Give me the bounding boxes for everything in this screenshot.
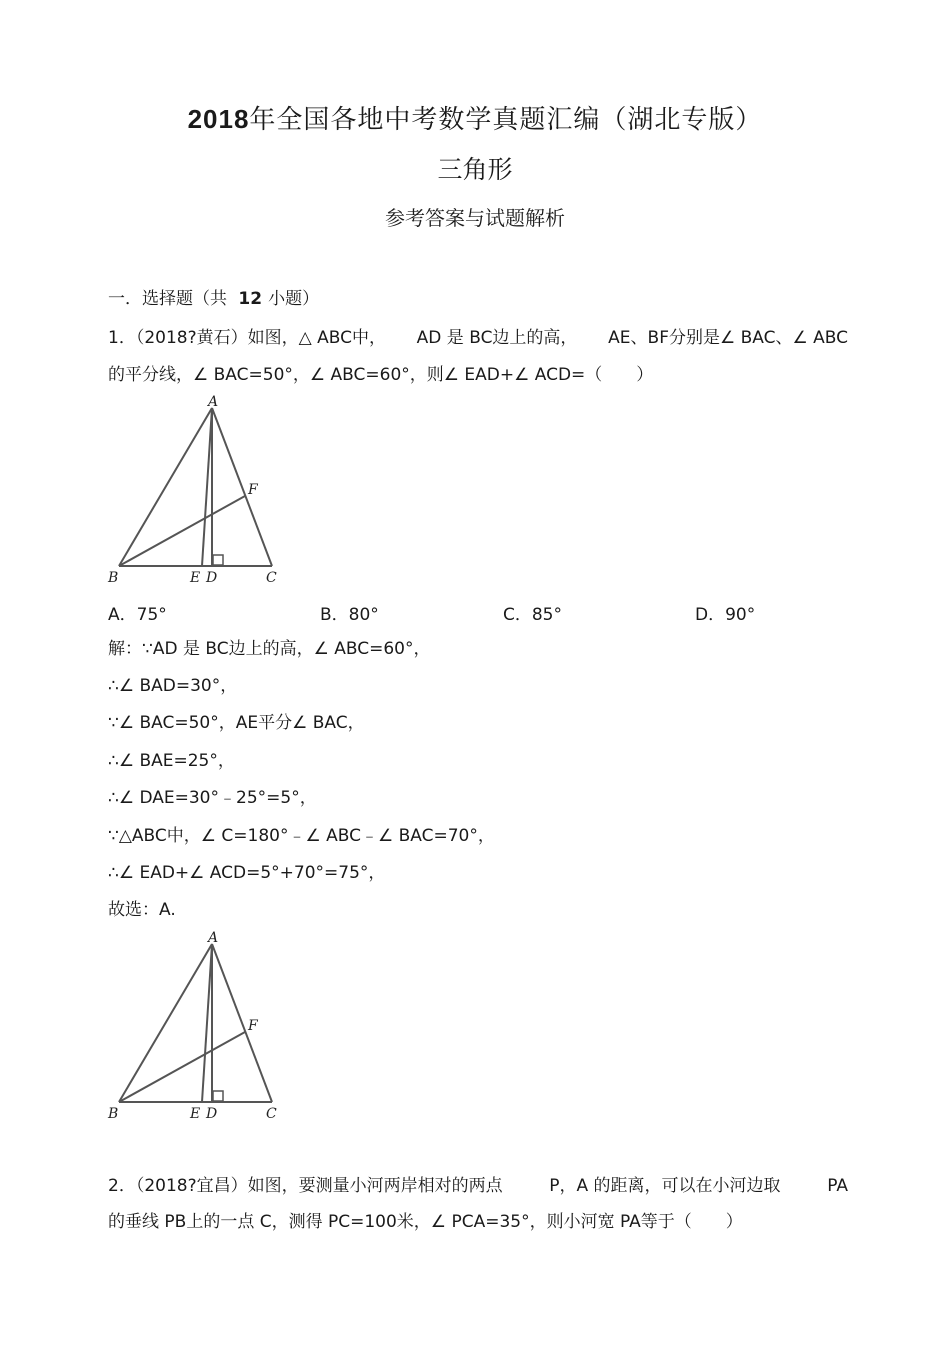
answer-header: 参考答案与试题解析	[385, 206, 565, 230]
side-ac	[212, 944, 272, 1102]
segment-ae	[202, 944, 212, 1102]
document-title: 2018年全国各地中考数学真题汇编（湖北专版）	[187, 104, 763, 135]
document-subtitle: 三角形	[437, 155, 513, 184]
label-c: C	[266, 1106, 277, 1122]
side-ac	[212, 408, 272, 566]
q1-figure	[100, 392, 290, 588]
q2-stem-line2: 的垂线 PB上的一点 C，测得 PC=100米，∠ PCA=35°，则小河宽 PA等于（ ）	[108, 1212, 743, 1232]
label-f: F	[248, 482, 258, 498]
q1-stem-line1: 1．（2018?黄石）如图，△ ABC中， AD 是 BC边上的高， AE、BF分别是∠ BAC、∠ ABC	[108, 328, 848, 348]
q2-stem-line1: 2．（2018?宜昌）如图，要测量小河两岸相对的两点 P，A 的距离，可以在小河边取 PA	[108, 1176, 848, 1196]
q1-solution-line: ∵△ABC中，∠ C=180°﹣∠ ABC﹣∠ BAC=70°，	[108, 826, 495, 846]
q1-solution-line: ∵∠ BAC=50°，AE平分∠ BAC，	[108, 713, 365, 733]
q1-solution-answer: 故选：A.	[108, 900, 176, 920]
q1-solution-line: ∴∠ EAD+∠ ACD=5°+70°=75°，	[108, 863, 386, 883]
label-d: D	[206, 1106, 218, 1122]
q1-option-b: B．80°	[320, 605, 379, 625]
side-ab	[119, 408, 212, 566]
right-angle-mark	[213, 1091, 223, 1101]
label-c: C	[266, 570, 277, 586]
q1-option-c: C．85°	[503, 605, 563, 625]
q1-stem-line2: 的平分线，∠ BAC=50°，∠ ABC=60°，则∠ EAD+∠ ACD=（ ）	[108, 365, 654, 385]
segment-bf	[119, 1032, 245, 1102]
q1-solution-figure	[100, 928, 290, 1124]
label-b: B	[108, 570, 119, 586]
q1-option-a: A．75°	[108, 605, 167, 625]
label-d: D	[206, 570, 218, 586]
label-a: A	[208, 394, 219, 410]
q1-solution-line: ∴∠ BAD=30°，	[108, 676, 238, 696]
label-f: F	[248, 1018, 258, 1034]
section-heading: 一．选择题（共 12 小题）	[108, 289, 320, 309]
q1-solution-line: ∴∠ BAE=25°，	[108, 751, 235, 771]
q1-option-d: D．90°	[695, 605, 756, 625]
label-a: A	[208, 930, 219, 946]
label-e: E	[190, 570, 201, 586]
side-ab	[119, 944, 212, 1102]
segment-bf	[119, 496, 245, 566]
q1-solution-line: 解：∵AD 是 BC边上的高，∠ ABC=60°，	[108, 639, 431, 659]
label-e: E	[190, 1106, 201, 1122]
label-b: B	[108, 1106, 119, 1122]
right-angle-mark	[213, 555, 223, 565]
q1-solution-line: ∴∠ DAE=30°﹣25°=5°，	[108, 788, 317, 808]
segment-ae	[202, 408, 212, 566]
